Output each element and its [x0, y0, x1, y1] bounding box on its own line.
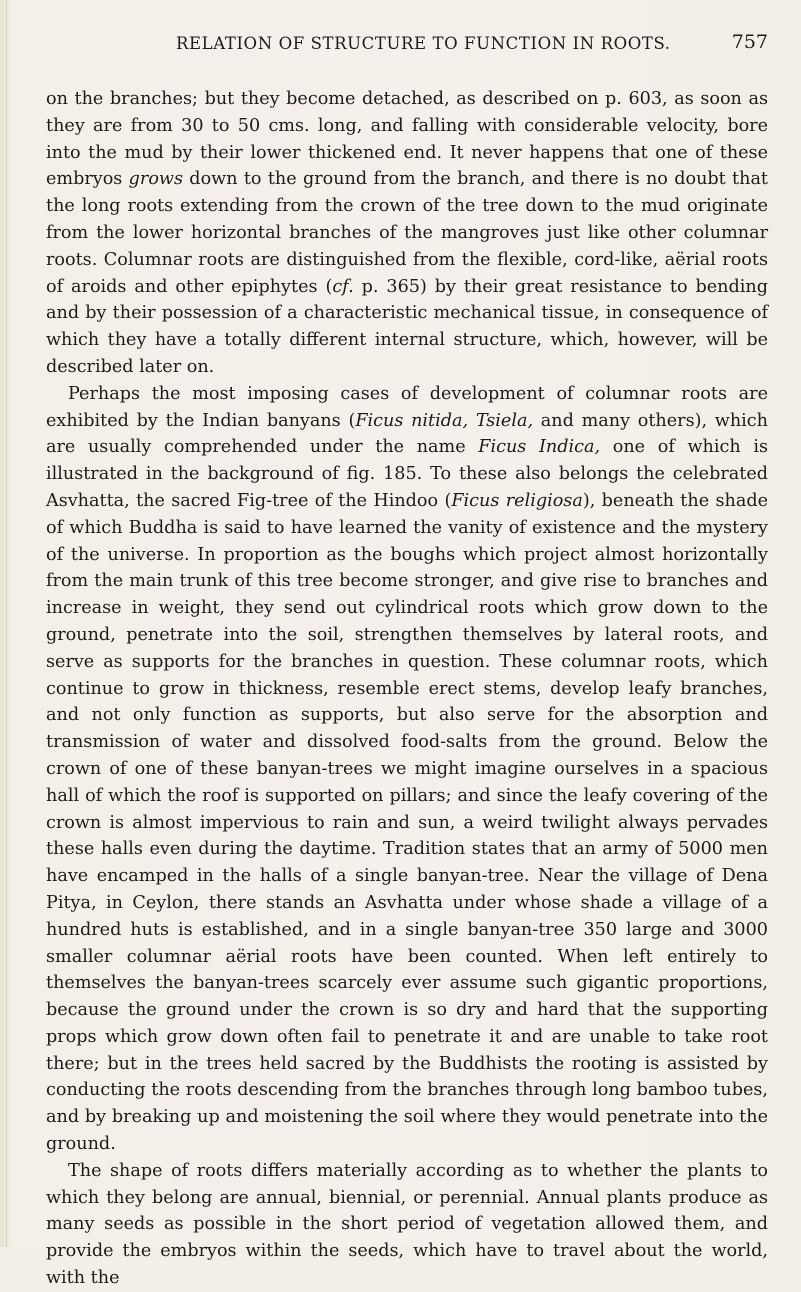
paragraph-continuation — [46, 86, 768, 381]
text-run: and many others), which are usually comprehended under the name — [46, 410, 768, 458]
paragraph-banyan — [46, 381, 768, 1158]
text-run: down to the ground from the branch, and there is no doubt that the long roots extending from the crown of the tree down to the mud originate from the lower horizontal branches of the mangroves just like other columnar roots. Columnar roots are distinguished from the flexible, cord-like, aërial roots of aroids and other epiphytes ( — [46, 169, 769, 297]
page-gutter-edge — [6, 0, 7, 1247]
italic-term: Ficus Indica, — [478, 437, 601, 458]
body-text — [46, 86, 768, 1292]
running-title: RELATION OF STRUCTURE TO FUNCTION IN ROOTS. — [176, 34, 671, 53]
page-header — [46, 30, 768, 58]
text-run: ), beneath the shade of which Buddha is said to have learned the vanity of existence and the mystery of the universe. In proportion as the boughs which project almost horizontally from the main trunk of this tree become stronger, and give rise to branches and increase in weight, they send out cylindrical roots which grow down to the ground, penetrate into the soil, strengthen themselves by lateral roots, and serve as supports for the branches in question. These columnar roots, which continue to grow in thickness, resemble erect stems, develop leafy branches, and not only function as supports, but also serve for the absorption and transmission of water and dissolved food-salts from the ground. Below the crown of one of these banyan-trees we might imagine ourselves in a spacious hall of which the roof is supported on pillars; and since the leafy covering of the crown is almost impervious to rain and sun, a weird twilight always pervades these halls even during the daytime. Tradition states that an army of 5000 men have encamped in the halls of a single banyan-tree. Near the village of Dena Pitya, in Ceylon, there stands an Asvhatta under whose shade a village of a hundred huts is established, and in a single banyan-tree 350 large and 3000 smaller columnar aërial roots have been counted. When left entirely to themselves the banyan-trees scarcely ever assume such gigantic proportions, because the ground under the crown is so dry and hard that the supporting props which grow down often fail to penetrate it and are unable to take root there; but in the trees held sacred by the Buddhists the rooting is assisted by conducting the roots descending from the branches through long bamboo tubes, and by breaking up and moistening the soil where they would penetrate into the ground. — [46, 490, 768, 1155]
italic-term: Ficus religiosa — [451, 490, 583, 511]
text-run: on the branches; but they become detached, as described on p. 603, as soon as they are from 30 to 50 cms. long, and falling with considerable velocity, bore into the mud by their lower thickened end. It never happens that one of these embryos — [46, 89, 768, 190]
italic-term: cf. — [332, 276, 354, 297]
italic-term: grows — [128, 169, 183, 190]
page-number: 757 — [731, 31, 768, 53]
text-run: The shape of roots differs materially according as to whether the plants to which they belong are annual, biennial, or perennial. Annual plants produce as many seeds as possible in the short period of vegetation allowed them, and provide the embryos within the seeds, which have to travel about the world, with the — [46, 1160, 768, 1289]
italic-term: Ficus nitida, Tsiela, — [355, 410, 534, 431]
text-run: Perhaps the most imposing cases of development of columnar roots are exhibited by the Indian banyans ( — [46, 383, 768, 431]
paragraph-root-shape — [46, 1158, 768, 1292]
text-run: p. 365) by their great resistance to bending and by their possession of a characteristic mechanical tissue, in consequence of which they have a totally different internal structure, which, however, will be described later on. — [46, 276, 768, 377]
text-run: one of which is illustrated in the background of fig. 185. To these also belongs the celebrated Asvhatta, the sacred Fig-tree of the Hindoo ( — [46, 437, 768, 511]
